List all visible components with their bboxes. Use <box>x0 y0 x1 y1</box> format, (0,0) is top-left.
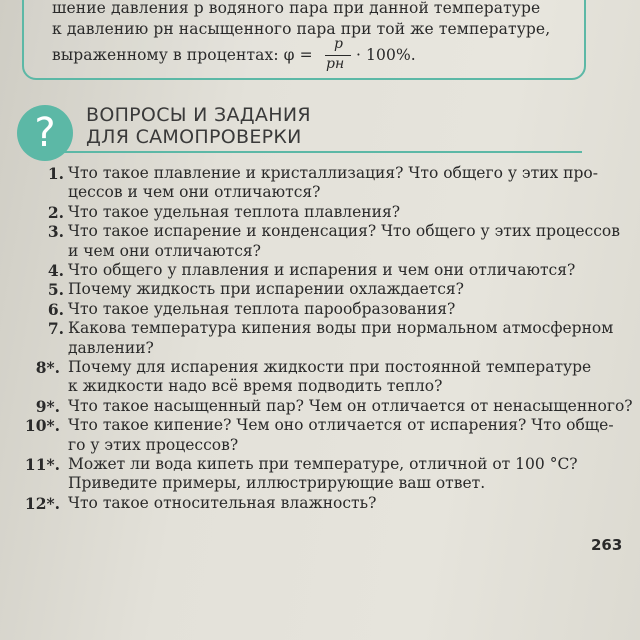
question-text-line: Что такое насыщенный пар? Чем он отличается от ненасыщенного? <box>68 396 633 415</box>
fraction-denominator: pн <box>326 56 345 72</box>
question-item <box>0 202 640 222</box>
question-text-line: Что общего у плавления и испарения и чем они отличаются? <box>68 261 576 279</box>
question-text-line: давлении? <box>68 338 154 357</box>
question-item <box>0 358 640 396</box>
definition-line-1: шение давления p водяного пара при данной температуре <box>52 0 541 17</box>
question-text-line: Приведите примеры, иллюстрирующие ваш ответ. <box>68 474 486 493</box>
question-text-line: Что такое кипение? Чем оно отличается от испарения? Что обще- <box>68 416 614 435</box>
question-number: 6. <box>47 299 64 319</box>
definition-formula-suffix: · 100%. <box>356 46 416 64</box>
definition-line-2: к давлению pн насыщенного пара при той же температуре, <box>52 20 551 38</box>
question-number: 8*. <box>35 358 60 377</box>
question-text-line: Что такое удельная теплота плавления? <box>68 202 401 221</box>
question-text-line: Что такое удельная теплота парообразования? <box>68 299 456 318</box>
question-number: 7. <box>47 319 64 339</box>
question-mark-icon: ? <box>34 110 56 156</box>
question-item <box>0 416 640 454</box>
section-title-line-2: ДЛЯ САМОПРОВЕРКИ <box>86 126 302 148</box>
question-number: 9*. <box>35 396 60 416</box>
question-number: 11*. <box>24 455 60 474</box>
question-text-line: Почему жидкость при испарении охлаждается? <box>68 280 464 299</box>
fraction-numerator: p <box>334 36 343 52</box>
question-text-line: Что такое плавление и кристаллизация? Что общего у этих про- <box>68 164 598 182</box>
question-number: 12*. <box>24 493 60 513</box>
question-text-line: Может ли вода кипеть при температуре, отличной от 100 °С? <box>68 455 578 473</box>
question-item <box>0 280 640 300</box>
question-item <box>0 319 640 357</box>
question-item <box>0 164 640 202</box>
question-number: 4. <box>47 261 64 280</box>
question-number: 1. <box>47 164 64 183</box>
question-text-line: Что такое относительная влажность? <box>68 493 377 512</box>
question-number: 5. <box>47 280 64 300</box>
question-item <box>0 455 640 493</box>
question-text-line: го у этих процессов? <box>68 435 239 454</box>
definition-line-3 <box>52 46 313 64</box>
question-text-line: цессов и чем они отличаются? <box>68 183 321 202</box>
definition-formula-prefix: выраженному в процентах: φ = <box>52 46 313 64</box>
question-item <box>0 222 640 260</box>
question-text-line: и чем они отличаются? <box>68 241 261 260</box>
question-text-line: Почему для испарения жидкости при постоянной температуре <box>68 358 592 376</box>
question-item <box>0 299 640 319</box>
question-item <box>0 261 640 280</box>
question-text-line: к жидкости надо всё время подводить тепло? <box>68 377 443 396</box>
section-rule <box>62 151 582 153</box>
question-item <box>0 396 640 416</box>
question-item <box>0 493 640 513</box>
section-title-line-1: ВОПРОСЫ И ЗАДАНИЯ <box>86 104 311 126</box>
question-text-line: Какова температура кипения воды при нормальном атмосферном <box>68 319 614 338</box>
question-number: 2. <box>47 202 64 222</box>
page-number: 263 <box>591 536 623 554</box>
question-number: 10*. <box>24 416 60 436</box>
question-number: 3. <box>47 222 64 242</box>
question-text-line: Что такое испарение и конденсация? Что общего у этих процессов <box>68 222 620 241</box>
